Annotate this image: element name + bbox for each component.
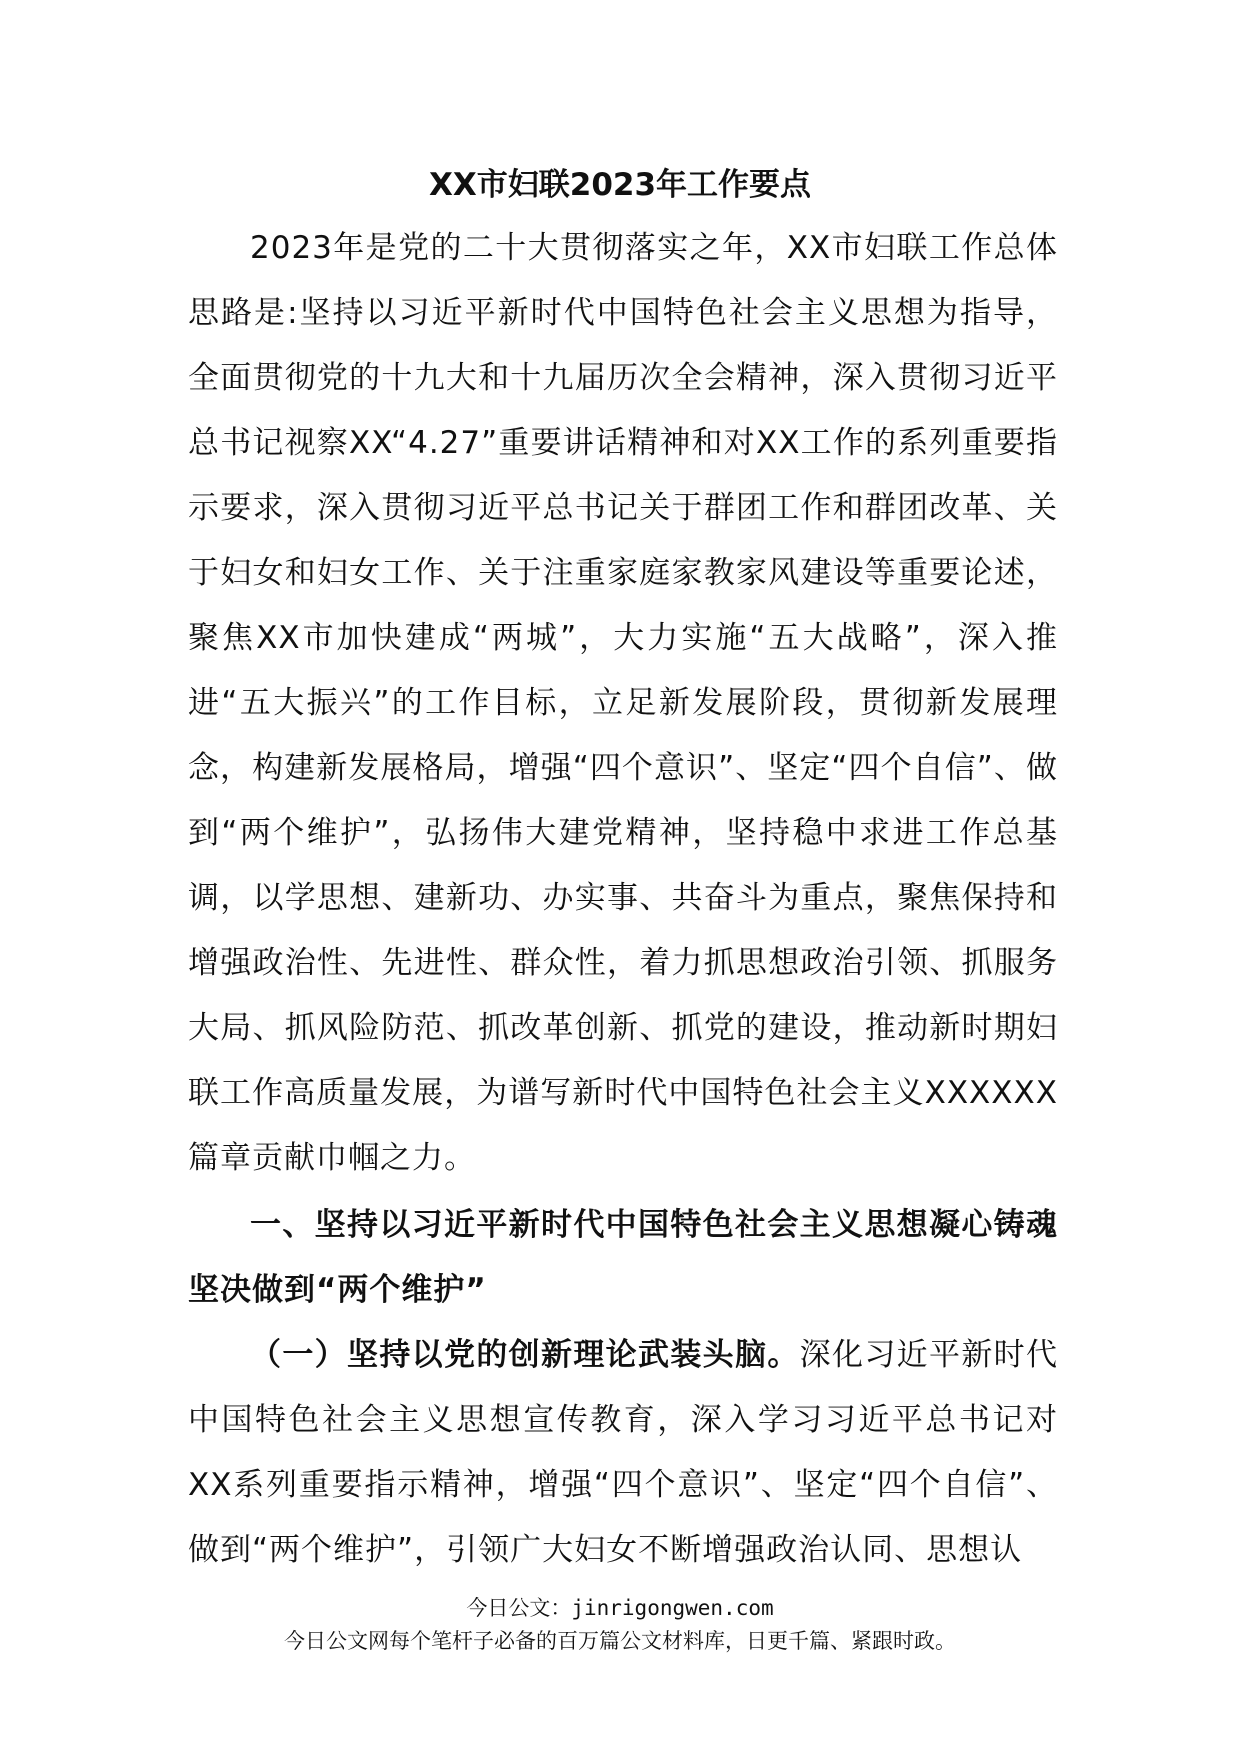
footer-site-link[interactable]: jinrigongwen.com	[571, 1596, 774, 1620]
intro-paragraph: 2023年是党的二十大贯彻落实之年，XX市妇联工作总体思路是:坚持以习近平新时代中国特色社会主义思想为指导，全面贯彻党的十九大和十九届历次全会精神，深入贯彻习近平总书记视察XX“4.27”重要讲话精神和对XX工作的系列重要指示要求，深入贯彻习近平总书记关于群团工作和群团改革、关于妇女和妇女工作、关于注重家庭家教家风建设等重要论述，聚焦XX市加快建成“两城”，大力实施“五大战略”，深入推进“五大振兴”的工作目标，立足新发展阶段，贯彻新发展理念，构建新发展格局，增强“四个意识”、坚定“四个自信”、做到“两个维护”，弘扬伟大建党精神，坚持稳中求进工作总基调，以学思想、建新功、办实事、共奋斗为重点，聚焦保持和增强政治性、先进性、群众性，着力抓思想政治引领、抓服务大局、抓风险防范、抓改革创新、抓党的建设，推动新时期妇联工作高质量发展，为谱写新时代中国特色社会主义XXXXXX篇章贡献巾帼之力。	[188, 230, 1058, 1176]
subsection-paragraph-1	[188, 1323, 1058, 1583]
subsection-body-1: 深化习近平新时代中国特色社会主义思想宣传教育，深入学习习近平总书记对XX系列重要指示精神，增强“四个意识”、坚定“四个自信”、做到“两个维护”，引领广大妇女不断增强政治认同、思想认	[188, 1337, 1059, 1568]
section-heading-1: 一、坚持以习近平新时代中国特色社会主义思想凝心铸魂坚决做到“两个维护”	[188, 1207, 1058, 1308]
footer-site-label: 今日公文：	[466, 1596, 572, 1620]
footer-site	[0, 1593, 1240, 1623]
subsection-lead-1: （一）坚持以党的创新理论武装头脑。	[250, 1337, 800, 1373]
document-title: XX市妇联2023年工作要点	[428, 167, 812, 203]
footer-slogan: 今日公文网每个笔杆子必备的百万篇公文材料库，日更千篇、紧跟时政。	[284, 1629, 956, 1653]
document-body	[188, 216, 1058, 1583]
